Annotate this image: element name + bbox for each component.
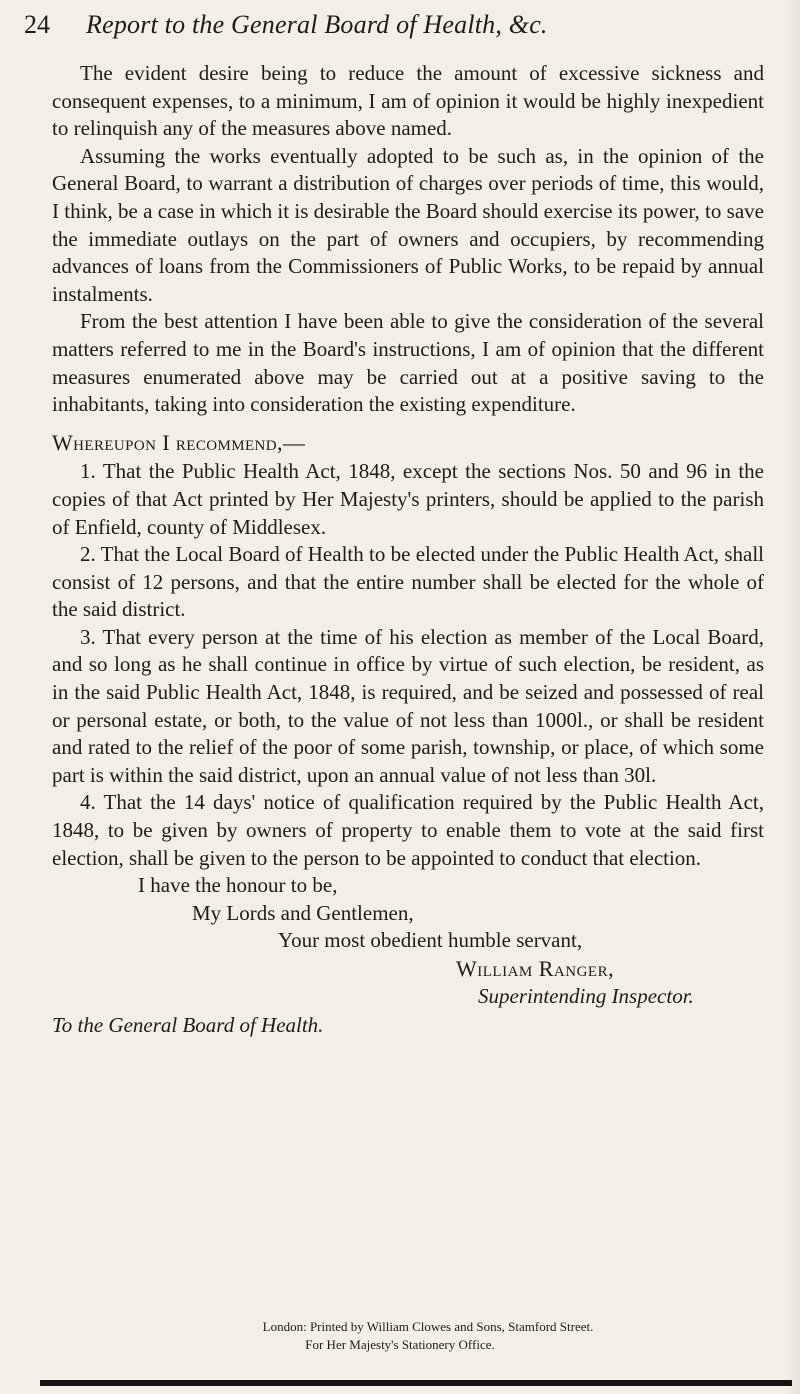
printer-imprint (0, 1318, 800, 1354)
paragraph: The evident desire being to reduce the amount of excessive sickness and consequent expenses, to a minimum, I am of opinion it would be highly inexpedient to relinquish any of the measures above named. (52, 61, 764, 141)
paragraph: From the best attention I have been able to give the consideration of the several matters referred to me in the Board's instructions, I am of opinion that the different measures enumerated above may be carried out at a positive saving to the inhabitants, taking into consideration the existing expenditure. (52, 309, 764, 417)
signature-name: William Ranger, (456, 956, 615, 981)
recommendation-item: 3. That every person at the time of his election as member of the Local Board, and so long as he shall continue in office by virtue of such election, be resident, as in the said Public Health Act, 1848, is required, and be seized and possessed of real or personal estate, or both, to the value of not less than 1000l., or shall be resident and rated to the relief of the poor of some parish, township, or place, of which some part is within the said district, upon an annual value of not less than 30l. (52, 624, 764, 787)
salutation-line: My Lords and Gentlemen, (192, 900, 414, 925)
body-text (52, 60, 764, 1040)
bottom-rule (40, 1380, 792, 1386)
recommendation-item: 4. That the 14 days' notice of qualification required by the Public Health Act, 1848, to be given by owners of property to enable them to vote at the said first election, shall be given to the person to be appointed to conduct that election. (52, 790, 764, 870)
letter-closing (52, 872, 764, 1040)
imprint-line: London: Printed by William Clowes and Sons, Stamford Street. (262, 1319, 594, 1334)
recommendation-item: 2. That the Local Board of Health to be elected under the Public Health Act, shall consist of 12 persons, and that the entire number shall be elected for the whole of the said district. (52, 542, 764, 622)
recommendation-list (52, 458, 764, 872)
running-header (24, 10, 654, 50)
page-number: 24 (24, 10, 50, 39)
signature-title: Superintending Inspector. (478, 983, 694, 1008)
imprint-line: For Her Majesty's Stationery Office. (305, 1337, 495, 1352)
paragraph: Assuming the works eventually adopted to be such as, in the opinion of the General Board, to warrant a distribution of charges over periods of time, this would, I think, be a case in which it is desirable the Board should exercise its power, to save the immediate outlays on the part of owners and occupiers, by recommending advances of loans from the Commissioners of Public Works, to be repaid by annual instalments. (52, 143, 764, 306)
closing-line: I have the honour to be, (138, 873, 338, 898)
valediction-line: Your most obedient humble servant, (278, 928, 583, 953)
recommend-heading: Whereupon I recommend,— (52, 429, 306, 455)
addressee: To the General Board of Health. (52, 1013, 324, 1038)
running-title: Report to the General Board of Health, &c. (86, 10, 548, 39)
recommendation-item: 1. That the Public Health Act, 1848, except the sections Nos. 50 and 96 in the copies of that Act printed by Her Majesty's printers, should be applied to the parish of Enfield, county of Middlesex. (52, 459, 764, 539)
page-edge-shadow (786, 0, 800, 1394)
